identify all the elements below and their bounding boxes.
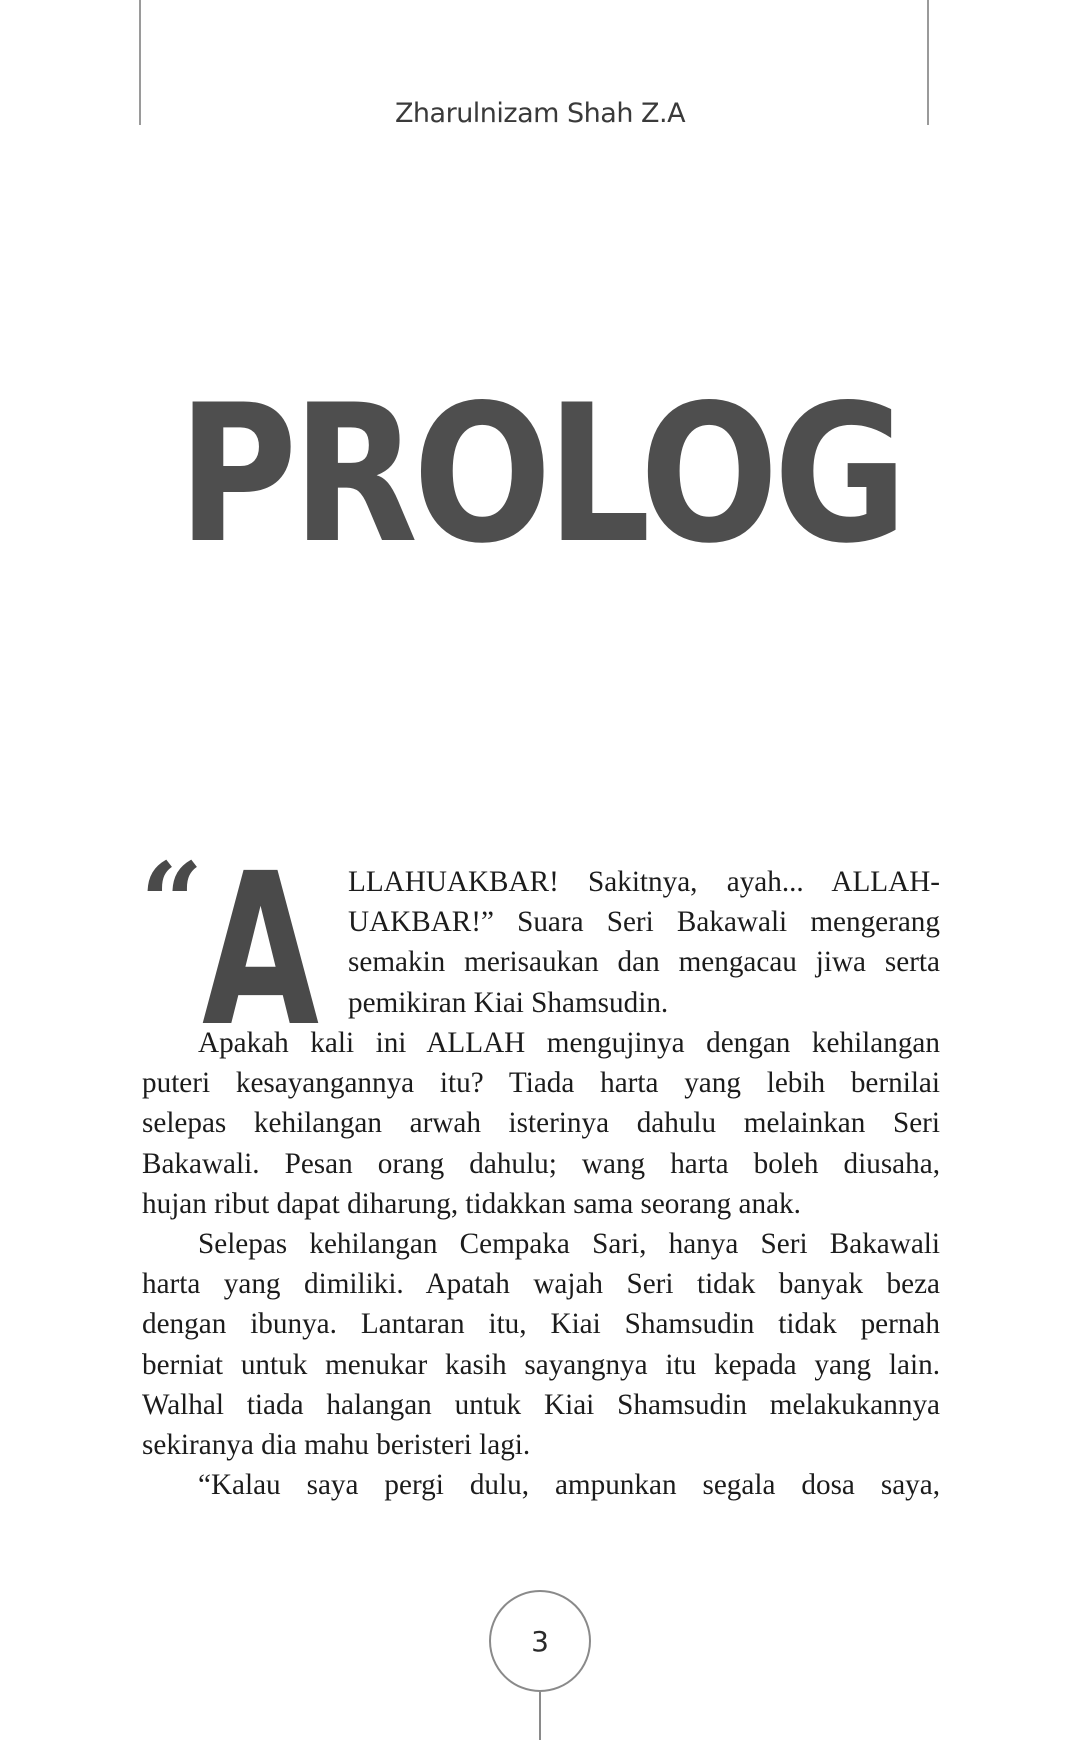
text-line: sekiranya dia mahu beristeri lagi. — [142, 1429, 531, 1462]
opening-quote-mark: “ — [140, 838, 204, 967]
text-line: dengan ibunya. Lantaran itu, Kiai Shamsudin tidak pernah — [142, 1308, 940, 1341]
text-line: Walhal tiada halangan untuk Kiai Shamsudin melakukannya — [142, 1388, 940, 1421]
drop-cap: A — [202, 828, 320, 1073]
text-line: pemikiran Kiai Shamsudin. — [348, 986, 669, 1019]
page-number-stem — [539, 1692, 541, 1740]
text-line: hujan ribut dapat diharung, tidakkan sama seorang anak. — [142, 1187, 801, 1220]
page-number: 3 — [489, 1590, 591, 1692]
text-line: harta yang dimiliki. Apatah wajah Seri tidak banyak beza — [142, 1268, 940, 1301]
text-line: Bakawali. Pesan orang dahulu; wang harta boleh diusaha, — [142, 1147, 940, 1180]
running-header-author: Zharulnizam Shah Z.A — [394, 98, 686, 129]
text-line: puteri kesayangannya itu? Tiada harta yang lebih bernilai — [142, 1067, 940, 1100]
text-line: Selepas kehilangan Cempaka Sari, hanya Seri Bakawali — [198, 1228, 940, 1261]
paragraph — [142, 1224, 940, 1465]
body-text — [140, 828, 940, 1505]
paragraph — [142, 1465, 940, 1505]
text-line: berniat untuk menukar kasih sayangnya itu kepada yang lain. — [142, 1348, 940, 1381]
text-line: LLAHUAKBAR! Sakitnya, ayah... ALLAH- — [348, 866, 940, 898]
text-line: semakin merisaukan dan mengacau jiwa serta — [348, 946, 940, 979]
text-line: Apakah kali ini ALLAH mengujinya dengan kehilangan — [198, 1027, 940, 1059]
text-line: selepas kehilangan arwah isterinya dahulu melainkan Seri — [142, 1107, 940, 1140]
opening-lines — [348, 862, 940, 1023]
text-line: “Kalau saya pergi dulu, ampunkan segala dosa saya, — [198, 1469, 940, 1502]
text-line: UAKBAR!” Suara Seri Bakawali mengerang — [348, 906, 940, 939]
chapter-title: PROLOG — [177, 364, 903, 585]
